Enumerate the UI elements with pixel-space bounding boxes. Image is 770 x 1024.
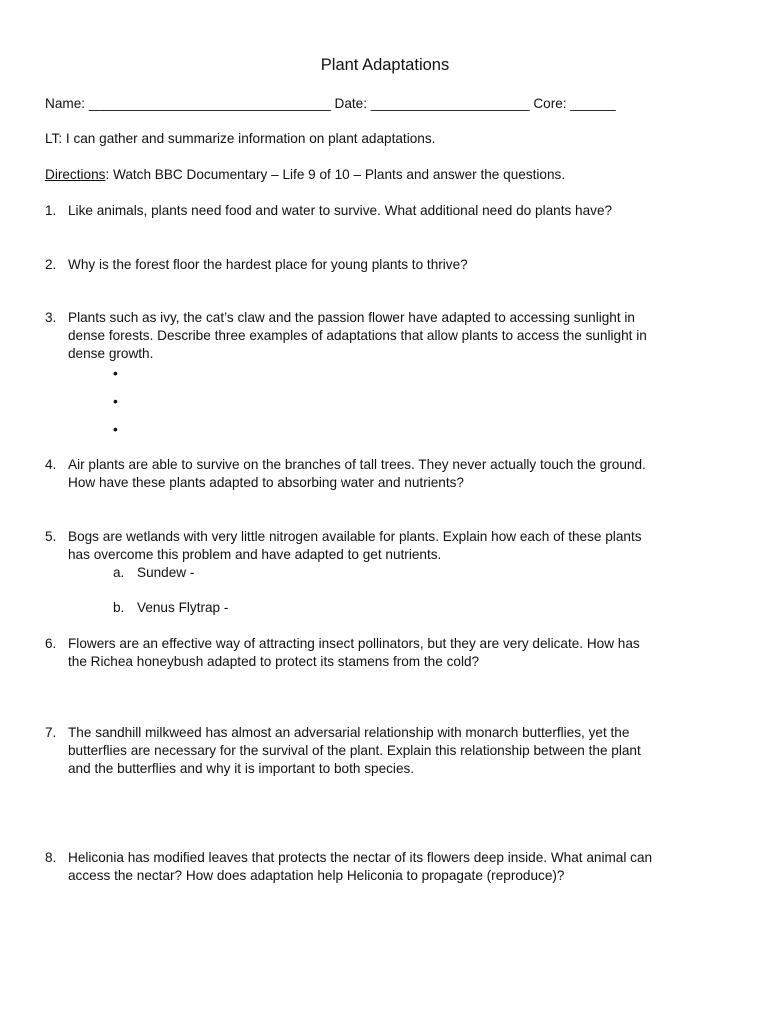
learning-target: LT: I can gather and summarize information on plant adaptations.: [45, 131, 436, 146]
question-number: 8.: [45, 850, 57, 865]
sub-question-text: Sundew -: [137, 565, 195, 580]
sub-question-label: b.: [113, 600, 125, 615]
answer-bullet: •: [113, 393, 118, 409]
question-text: butterflies are necessary for the survival of the plant. Explain this relationship between the plant: [68, 743, 641, 758]
question-text: has overcome this problem and have adapted to get nutrients.: [68, 547, 442, 562]
sub-question-text: Venus Flytrap -: [137, 600, 229, 615]
question-text: The sandhill milkweed has almost an adversarial relationship with monarch butterflies, yet the: [68, 725, 630, 740]
question-text: dense growth.: [68, 346, 154, 361]
question-text: Bogs are wetlands with very little nitrogen available for plants. Explain how each of these plants: [68, 529, 642, 544]
answer-bullet: •: [113, 365, 118, 381]
question-text: dense forests. Describe three examples of adaptations that allow plants to access the sunlight in: [68, 328, 647, 343]
directions-text: : Watch BBC Documentary – Life 9 of 10 – Plants and answer the questions.: [105, 167, 566, 182]
question-text: Why is the forest floor the hardest place for young plants to thrive?: [68, 257, 468, 272]
directions-label: Directions: [45, 167, 106, 182]
question-number: 2.: [45, 257, 57, 272]
name-date-core-line[interactable]: Name: ________________________________ Date: _____________________ Core: ______: [45, 96, 616, 111]
question-number: 7.: [45, 725, 57, 740]
question-text: access the nectar? How does adaptation help Heliconia to propagate (reproduce)?: [68, 868, 565, 883]
question-number: 1.: [45, 203, 57, 218]
question-text: Plants such as ivy, the cat’s claw and the passion flower have adapted to accessing sunlight in: [68, 310, 635, 325]
sub-question-label: a.: [113, 565, 125, 580]
question-text: and the butterflies and why it is important to both species.: [68, 761, 415, 776]
question-number: 4.: [45, 457, 57, 472]
question-number: 6.: [45, 636, 57, 651]
question-text: Heliconia has modified leaves that protects the nectar of its flowers deep inside. What animal can: [68, 850, 653, 865]
question-text: Flowers are an effective way of attracting insect pollinators, but they are very delicate. How has: [68, 636, 640, 651]
question-text: How have these plants adapted to absorbing water and nutrients?: [68, 475, 464, 490]
directions: [45, 166, 565, 184]
page-title: Plant Adaptations: [320, 56, 450, 74]
question-text: Air plants are able to survive on the branches of tall trees. They never actually touch the ground.: [68, 457, 646, 472]
question-number: 5.: [45, 529, 57, 544]
question-text: the Richea honeybush adapted to protect its stamens from the cold?: [68, 654, 480, 669]
question-number: 3.: [45, 310, 57, 325]
answer-bullet: •: [113, 421, 118, 437]
question-text: Like animals, plants need food and water to survive. What additional need do plants have?: [68, 203, 613, 218]
